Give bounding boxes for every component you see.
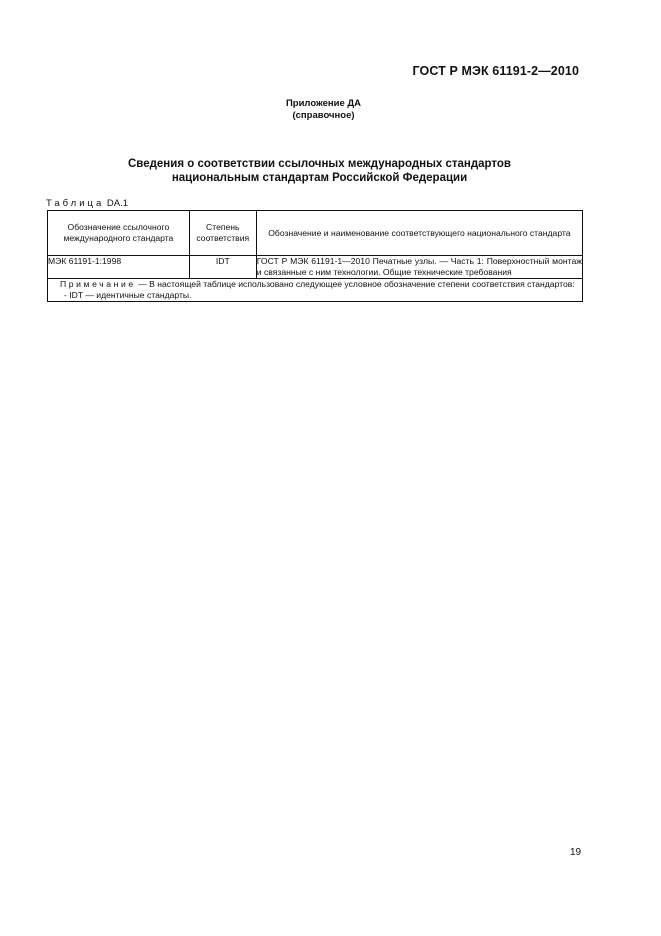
appendix-heading xyxy=(0,98,661,122)
table-note-row xyxy=(48,279,583,302)
cell-national-standard: ГОСТ Р МЭК 61191-1—2010 Печатные узлы. — Часть 1: Поверхностный монтаж и связанные с ним технологии. Общие технические требования xyxy=(256,256,582,277)
section-title-line-1: Сведения о соответствии ссылочных международных стандартов xyxy=(127,158,511,170)
cell-degree: IDT xyxy=(189,256,256,279)
note-label: Примечание xyxy=(60,279,136,289)
correspondence-table xyxy=(47,210,583,302)
table-caption xyxy=(46,198,128,209)
table-note xyxy=(48,279,583,302)
cell-intl-standard: МЭК 61191-1:1998 xyxy=(48,256,190,279)
table-row xyxy=(48,256,583,279)
appendix-subtitle: (справочное) xyxy=(292,110,355,121)
section-title xyxy=(0,157,661,185)
header-intl-standard: Обозначение ссылочного международного стандарта xyxy=(48,211,190,256)
section-title-line-2: национальным стандартам Российской Федерации xyxy=(171,172,468,184)
note-item: - IDT — идентичные стандарты. xyxy=(64,290,192,300)
note-paragraph xyxy=(48,279,582,290)
table-caption-number: DA.1 xyxy=(106,198,129,209)
document-code-header: ГОСТ Р МЭК 61191-2—2010 xyxy=(412,64,579,78)
header-degree: Степень соответствия xyxy=(189,211,256,256)
page-number: 19 xyxy=(570,847,582,858)
note-text: — В настоящей таблице использовано следующее условное обозначение степени соответствия стандартов: xyxy=(135,279,575,289)
header-national-standard: Обозначение и наименование соответствующего национального стандарта xyxy=(256,211,582,256)
appendix-title: Приложение ДА xyxy=(285,98,362,109)
table-header-row xyxy=(48,211,583,256)
table-caption-label: Таблица xyxy=(46,198,105,209)
